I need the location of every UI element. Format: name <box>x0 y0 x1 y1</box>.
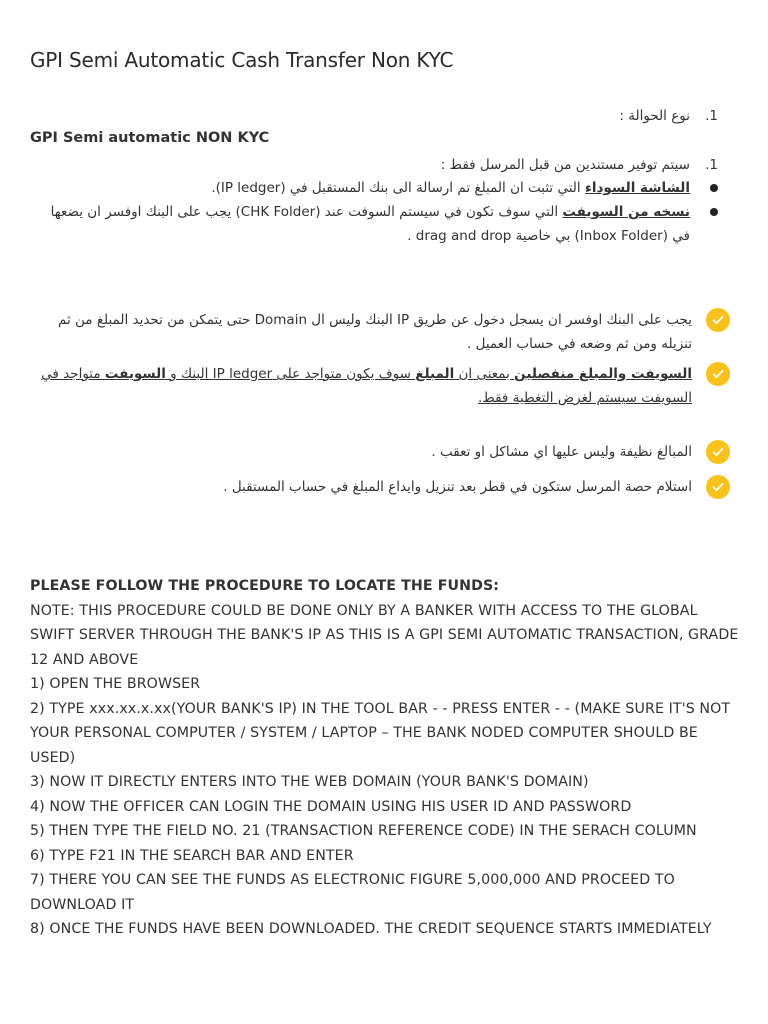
checkmark-circle-icon <box>706 475 730 499</box>
checkmark-circle-icon <box>706 440 730 464</box>
list-item <box>38 176 718 200</box>
bullet-text: التي تثبت ان المبلغ تم ارسالة الى بنك المستقبل في (IP ledger). <box>211 180 585 196</box>
procedure-step: 8) ONCE THE FUNDS HAVE BEEN DOWNLOADED. THE CREDIT SEQUENCE STARTS IMMEDIATELY <box>30 921 712 937</box>
check-text-bold: السويفت والمبلغ منفصلين <box>514 366 692 382</box>
procedure-step: 3) NOW IT DIRECTLY ENTERS INTO THE WEB DOMAIN (YOUR BANK'S DOMAIN) <box>30 774 589 790</box>
check-text-bold: المبلغ <box>415 366 455 382</box>
check-item <box>25 475 730 499</box>
check-text: يجب على البنك اوفسر ان يسجل دخول عن طريق IP البنك وليس ال Domain حتى يتمكن من تحديد المبلغ من ثم تنزيله ومن ثم وضعه في حساب العميل . <box>57 312 692 352</box>
check-item <box>25 308 730 356</box>
procedure-step: 1) OPEN THE BROWSER <box>30 676 201 692</box>
list-number: 1. <box>705 157 718 173</box>
check-text-bold: السويفت <box>104 366 166 382</box>
documents-intro-text: سيتم توفير مستندين من قبل المرسل فقط : <box>440 157 690 173</box>
check-text <box>41 366 692 406</box>
procedure-heading: PLEASE FOLLOW THE PROCEDURE TO LOCATE THE FUNDS: <box>30 578 500 594</box>
bullet-dot-icon <box>710 184 718 192</box>
procedure-note: NOTE: THIS PROCEDURE COULD BE DONE ONLY BY A BANKER WITH ACCESS TO THE GLOBAL SWIFT SERVER THROUGH THE BANK'S IP AS THIS IS A GPI SEMI AUTOMATIC TRANSACTION, GRADE 12 AND ABOVE <box>30 602 739 668</box>
list-number: 1. <box>705 108 718 124</box>
check-text-part: بمعنى ان <box>454 366 515 382</box>
procedure-step: 6) TYPE F21 IN THE SEARCH BAR AND ENTER <box>30 847 354 864</box>
transfer-type-label: نوع الحوالة : <box>619 108 690 124</box>
check-text: استلام حصة المرسل ستكون في قطر بعد تنزيل وايداع المبلغ في حساب المستقبل . <box>223 479 692 495</box>
check-item <box>25 362 730 410</box>
documents-intro-line <box>38 153 718 177</box>
checkmark-circle-icon <box>706 362 730 386</box>
check-text-part: متواجد في السويفت سيستم لغرض التغطية فقط. <box>41 366 692 406</box>
checkmark-circle-icon <box>706 308 730 332</box>
procedure-step: 7) THERE YOU CAN SEE THE FUNDS AS ELECTRONIC FIGURE 5,000,000 AND PROCEED TO DOWNLOAD IT <box>30 872 675 913</box>
bullet-bold-text: الشاشة السوداء <box>584 180 690 196</box>
documents-list <box>38 176 718 248</box>
check-text: المبالغ نظيفة وليس عليها اي مشاكل او تعقب . <box>431 444 692 460</box>
procedure-section <box>30 574 742 942</box>
transfer-type-line <box>38 104 718 128</box>
procedure-step: 2) TYPE xxx.xx.x.xx(YOUR BANK'S IP) IN THE TOOL BAR - - PRESS ENTER - - (MAKE SURE IT'S NOT YOUR PERSONAL COMPUTER / SYSTEM / LAPTOP – THE BANK NODED COMPUTER SHOULD BE USED) <box>30 700 731 766</box>
procedure-step: 4) NOW THE OFFICER CAN LOGIN THE DOMAIN USING HIS USER ID AND PASSWORD <box>30 798 632 815</box>
procedure-step: 5) THEN TYPE THE FIELD NO. 21 (TRANSACTION REFERENCE CODE) IN THE SERACH COLUMN <box>30 823 697 839</box>
check-text-part: سوف يكون متواجد على IP ledger البنك و <box>165 366 416 382</box>
list-item <box>38 200 718 248</box>
bullet-text: التي سوف تكون في سيستم السوفت عند (CHK Folder) يجب على البنك اوفسر ان يضعها في (Inbox Folder) بي خاصية drag and drop . <box>50 204 690 244</box>
bullet-dot-icon <box>710 208 718 216</box>
document-title: GPI Semi Automatic Cash Transfer Non KYC <box>30 48 454 72</box>
bullet-bold-text: نسخه من السويفت <box>562 204 690 220</box>
subtitle: GPI Semi automatic NON KYC <box>30 130 270 146</box>
check-item <box>25 440 730 464</box>
